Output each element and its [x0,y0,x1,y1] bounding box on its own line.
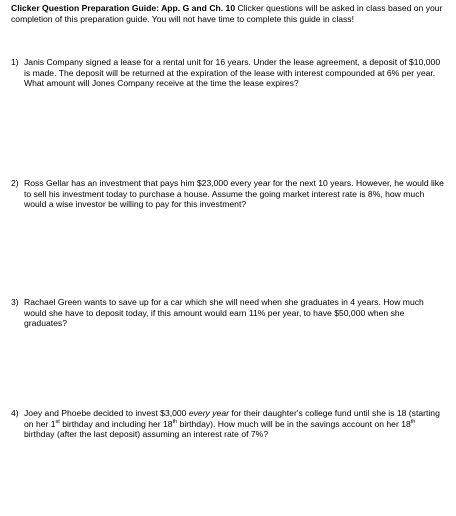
guide-header [11,3,445,24]
question-text-part: for their daughter's college fund until she is 18 (starting on her 1 [24,408,440,429]
question-text-part: birthday). How much will be in the savings account on her 18 [177,418,411,429]
question-text: Janis Company signed a lease for a rental unit for 16 years. Under the lease agreement, a deposit of $10,000 is made. The deposit will be returned at the expiration of the lease with interest compounded at 6% per year. What amount will Jones Company receive at the time the lease expires? [24,57,441,88]
guide-title: Clicker Question Preparation Guide: App. G and Ch. 10 [11,3,236,13]
question-text: Ross Gellar has an investment that pays him $23,000 every year for the next 10 years. However, he would like to sell his investment today to purchase a house. Assume the going market interest rate is 8%, how much would a wise investor be willing to pay for this investment? [24,178,444,209]
ordinal-suffix: th [172,418,178,425]
question-4 [11,408,445,440]
ordinal-suffix: th [410,418,416,425]
question-text-part: birthday (after the last deposit) assuming an interest rate of 7%? [24,429,269,439]
question-3 [11,297,445,329]
question-text-part: Joey and Phoebe decided to invest $3,000 [24,408,189,418]
question-number: 2) [11,178,19,188]
guide-intro: Clicker questions will be asked in class based on your completion of this preparation guide. You will not have time to complete this guide in class! [11,3,443,24]
question-number: 3) [11,297,19,307]
question-number: 1) [11,57,19,67]
question-emphasis: every year [188,408,229,418]
question-number: 4) [11,408,19,418]
ordinal-suffix: st [55,418,60,425]
question-text-part: birthday and including her 18 [59,418,173,429]
question-2 [11,178,445,210]
question-text [24,408,445,440]
question-1 [11,57,445,89]
question-text: Rachael Green wants to save up for a car which she will need when she graduates in 4 years. How much would she have to deposit today, if this amount would earn 11% per year, to have $50,000 when she graduates? [24,297,424,328]
